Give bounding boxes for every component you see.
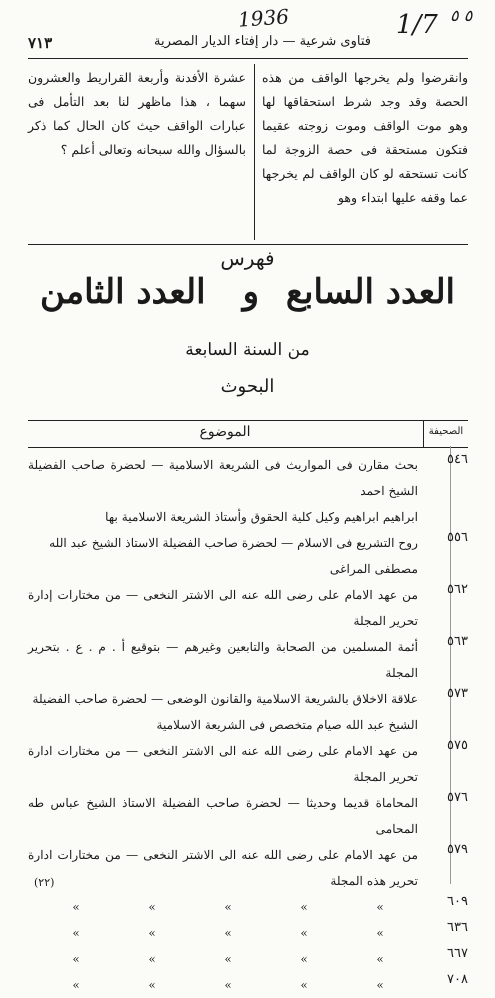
toc-repeat-row [28, 972, 468, 998]
year-subtitle: من السنة السابعة [185, 340, 310, 360]
sheet-number: (٢٢) [34, 876, 55, 889]
toc-entry [28, 452, 418, 530]
toc-line: بحث مقارن فى المواريث فى الشريعة الاسلامية — لحضرة صاحب الفضيلة الشيخ احمد [28, 458, 418, 498]
section-rule [28, 244, 468, 245]
ditto-mark: » [300, 926, 308, 940]
toc-line: روح التشريع فى الاسلام — لحضرة صاحب الفضيلة الاستاذ الشيخ عبد الله [49, 536, 418, 550]
ditto-mark: » [224, 900, 232, 914]
toc-entry [28, 686, 418, 738]
text-column-left: عشرة الأفدنة وأربعة القراريط والعشرون سهما ، هذا ماظهر لنا بعد التأمل فى عبارات الواقف حيث كان الحال كما ذكر بالسؤال والله سبحانه وتعالى أعلم ؟ [28, 70, 246, 157]
toc-page: ٥٥٦ [447, 530, 468, 545]
toc-entry [28, 738, 418, 790]
ditto-mark: » [148, 926, 156, 940]
toc-row [28, 790, 468, 842]
toc-page: ٥٧٩ [447, 842, 468, 857]
running-title: فتاوى شرعية — دار إفتاء الديار المصرية [154, 34, 371, 49]
toc-page: ٥٧٣ [447, 686, 468, 701]
ditto-mark: » [376, 978, 384, 992]
toc-page: ٥٤٦ [447, 452, 468, 467]
ditto-mark: » [148, 978, 156, 992]
toc-entry [28, 634, 418, 686]
ditto-mark: » [300, 900, 308, 914]
issue-title-and: و [242, 272, 259, 312]
toc-line: الشيخ عبد الله صيام متخصص فى الشريعة الاسلامية [156, 718, 418, 732]
toc-page: ٥٧٥ [447, 738, 468, 753]
ditto-mark: » [72, 952, 80, 966]
toc-header [28, 420, 468, 448]
ditto-mark: » [72, 978, 80, 992]
toc-row [28, 738, 468, 790]
toc-entry [28, 842, 418, 894]
ditto-mark: » [376, 900, 384, 914]
toc-repeat-row [28, 946, 468, 972]
ditto-mark: » [224, 978, 232, 992]
toc-entry [28, 790, 418, 842]
toc-entry [28, 582, 418, 634]
toc-header-divider [423, 421, 424, 447]
toc-list [28, 452, 468, 998]
index-heading: فهرس [220, 246, 275, 270]
section-heading: البحوث [220, 376, 275, 397]
toc-row [28, 686, 468, 738]
toc-entry [28, 530, 418, 582]
page-number: ٧١٣ [28, 34, 53, 52]
toc-row [28, 634, 468, 686]
ditto-mark: » [376, 952, 384, 966]
issue-title-seventh: العدد السابع [285, 272, 455, 312]
toc-row [28, 530, 468, 582]
toc-line: من عهد الامام على رضى الله عنه الى الاشتر النخعى — من مختارات ادارة تحرير المجلة [28, 744, 418, 784]
ditto-mark: » [72, 926, 80, 940]
toc-row [28, 452, 468, 530]
toc-page: ٦٣٦ [447, 920, 468, 935]
ditto-mark: » [148, 952, 156, 966]
toc-page: ٥٦٣ [447, 634, 468, 649]
toc-page: ٧٠٨ [447, 972, 468, 987]
toc-page: ٦٦٧ [447, 946, 468, 961]
ditto-mark: » [300, 978, 308, 992]
toc-header-subject: الموضوع [199, 424, 251, 440]
toc-line: من عهد الامام على رضى الله عنه الى الاشتر النخعى — من مختارات إدارة تحرير المجلة [28, 588, 418, 628]
toc-line: ابراهيم ابراهيم وكيل كلية الحقوق وأستاذ الشريعة الاسلامية بها [105, 510, 418, 524]
toc-row [28, 582, 468, 634]
toc-line: علاقة الاخلاق بالشريعة الاسلامية والقانون الوضعى — لحضرة صاحب الفضيلة [32, 692, 418, 706]
ditto-marks [28, 946, 418, 972]
toc-line: مصطفى المراغى [329, 562, 418, 576]
ditto-mark: » [376, 926, 384, 940]
ditto-mark: » [224, 952, 232, 966]
toc-page: ٥٦٢ [447, 582, 468, 597]
ditto-mark: » [300, 952, 308, 966]
ditto-mark: » [148, 900, 156, 914]
toc-line: المحاماة قديما وحديثا — لحضرة صاحب الفضيلة الاستاذ الشيخ عباس طه المحامى [28, 796, 418, 836]
toc-page: ٥٧٦ [447, 790, 468, 805]
toc-header-page: الصحيفة [428, 426, 464, 437]
handwritten-fraction: 1/7 [396, 10, 438, 40]
handwritten-year: 1936 [237, 4, 290, 32]
toc-page: ٦٠٩ [447, 894, 468, 909]
toc-line: من عهد الامام على رضى الله عنه الى الاشتر النخعى — من مختارات ادارة تحرير هذه المجلة [28, 848, 418, 888]
toc-line: أئمة المسلمين من الصحابة والتابعين وغيرهم — بتوقيع أ . م . ع . بتحرير المجلة [28, 640, 418, 680]
text-column-right: وانقرضوا ولم يخرجها الواقف من هذه الحصة وقد وجد شرط استحقاقها لها وهو موت الواقف وموت زوجته عقيما فتكون مستحقة فى حصة الزوجة لما كانت تستحقه لو كان الواقف لم يخرجها عما وقفه عليها ابتداء وهو [262, 70, 468, 205]
column-divider [254, 64, 255, 240]
toc-repeat-row [28, 920, 468, 946]
ditto-marks [28, 894, 418, 920]
ditto-marks [28, 920, 418, 946]
ditto-mark: » [72, 900, 80, 914]
toc-row [28, 842, 468, 894]
toc-repeat-row [28, 894, 468, 920]
ditto-marks [28, 972, 418, 998]
header-rule [28, 58, 468, 59]
ditto-mark: » [224, 926, 232, 940]
handwritten-mark: ٥ ٥ [450, 6, 473, 25]
issue-title-eighth: العدد الثامن [40, 272, 206, 312]
